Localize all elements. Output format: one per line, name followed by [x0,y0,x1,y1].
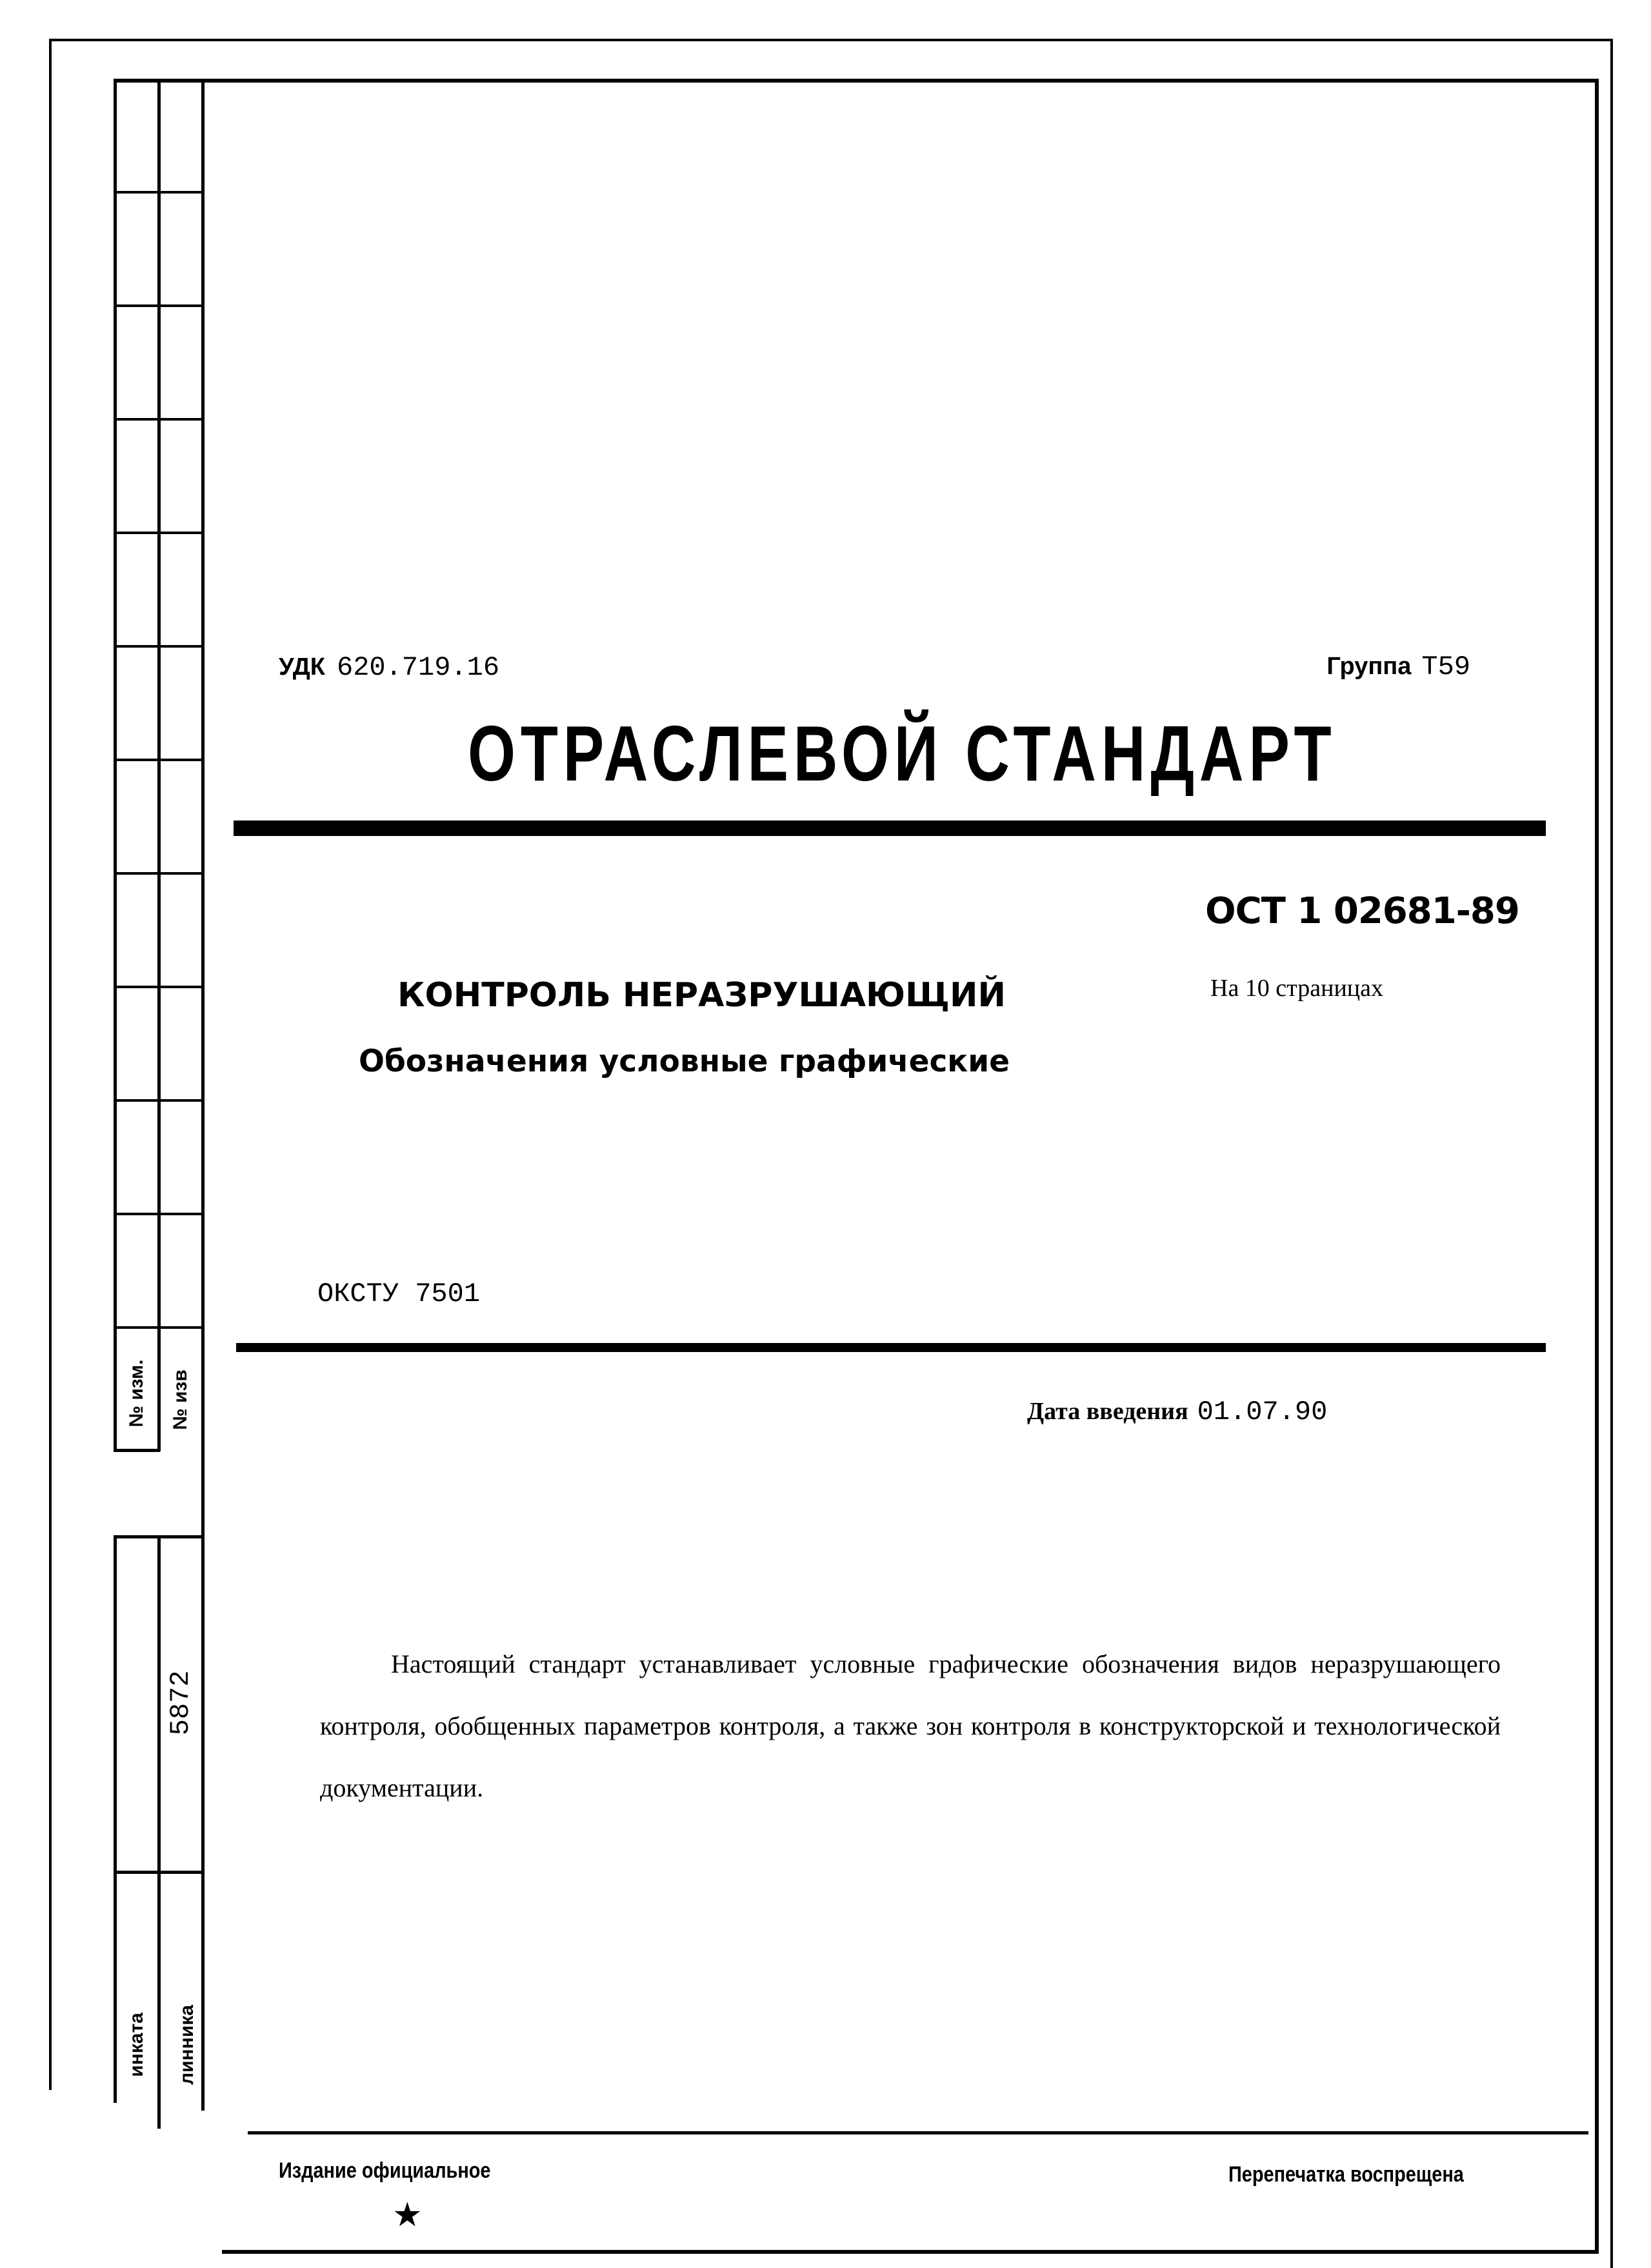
margin-row-9 [114,1099,203,1102]
date-value: 01.07.90 [1197,1397,1328,1427]
inner-frame-bottom [222,2250,1599,2254]
udk-line [279,652,499,683]
margin-row-11 [114,1326,203,1329]
margin-row-1 [114,191,203,194]
body-paragraph: Настоящий стандарт устанавливает условные графические обозначения видов неразрушающего контроля, обобщенных параметров контроля, а также зон контроля в конструкторской и технологической документации. [320,1649,1501,1802]
subject-title: КОНТРОЛЬ НЕРАЗРУШАЮЩИЙ [397,976,1006,1015]
margin-lower-mid [157,1535,161,2129]
inner-frame-left [201,79,205,2111]
margin-row-4 [114,532,203,534]
group-value: Т59 [1421,652,1470,682]
footer-separator [248,2131,1588,2134]
footer-official-edition: Издание официальное [279,2158,491,2183]
margin-row-10 [114,1213,203,1215]
okstu-rule [236,1343,1546,1352]
group-line [1326,652,1470,682]
udk-label: УДК [279,653,325,681]
margin-label-a: инката [126,2013,147,2077]
subject-subtitle: Обозначения условные графические [359,1044,1010,1079]
margin-lower-left [114,1535,117,2103]
margin-row-3 [114,418,203,421]
date-label: Дата введения [1027,1398,1188,1425]
okstu-code: ОКСТУ 7501 [317,1278,481,1309]
margin-label-b: линника [176,2005,197,2085]
inner-frame-top [114,79,1599,83]
margin-col-mid [157,79,161,1451]
outer-border-right [1610,39,1613,2268]
margin-izv-label: № изв [170,1369,191,1430]
effective-date [1027,1397,1327,1427]
margin-lower-row [114,1871,203,1874]
margin-col-left [114,79,117,1451]
margin-row-5 [114,645,203,648]
margin-bottom-1 [114,1449,160,1452]
group-label: Группа [1326,653,1412,680]
star-icon: ★ [392,2196,423,2234]
outer-border-top [49,39,1613,41]
margin-izm-label: № изм. [126,1359,147,1427]
udk-value: 620.719.16 [336,652,500,683]
margin-row-8 [114,986,203,988]
document-title: ОТРАСЛЕВОЙ СТАНДАРТ [468,710,1337,797]
footer-reprint-prohibited: Перепечатка воспрещена [1228,2162,1464,2187]
margin-row-2 [114,304,203,307]
inner-frame-right [1595,79,1599,2253]
margin-row-7 [114,872,203,875]
standard-code: ОСТ 1 02681-89 [1205,890,1519,932]
margin-row-6 [114,759,203,761]
margin-inv-number: 5872 [165,1670,196,1736]
title-rule [234,821,1546,836]
outer-border-left [49,39,52,2090]
page-count: На 10 страницах [1210,975,1383,1002]
